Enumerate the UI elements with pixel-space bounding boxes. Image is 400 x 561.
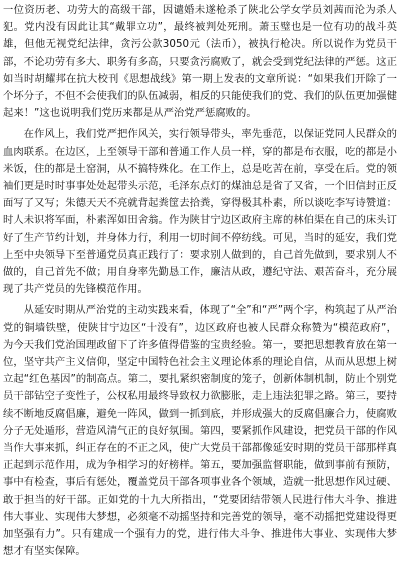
paragraph-lessons: 从延安时期从严治党的主动实践来看，体现了“全”和“严”两个字，构筑起了从严治党的铜墙铁壁，使陕甘宁边区“十没有”，边区政府也被人民群众称赞为“模范政府”，为今天我们党治国理政留下了许多值得借鉴的宝贵经验。第一，要把思想教育放在第一位，坚守共产主义信仰，坚定中国特色社会主义理论体系的理论自信，从而从思想上树立起“红色基因”的制高点。第二，要扎紧织密制度的笼子，创新体制机制，防止个别党员干部钻空子变性子，公权私用最终导致权力欲膨胀，走上违法犯罪之路。第三，要持续不断地反腐倡廉，避免一阵风，做到一抓到底，并形成强大的反腐倡廉合力，使腐败分子无处遁形，营造风清气正的良好氛围。第四，要紧抓作风建设，把党员干部的作风当作大事来抓，纠正存在的不正之风，使广大党员干部都像延安时期的党员干部那样真正起到示范作用，成为争相学习的好榜样。第五，要加强监督职能，做到事前有预防，事中有检查，事后有惩处，覆盖党员干部各项事业各个领域，造就一批思想作风过硬、敢于担当的好干部。正如党的十九大所指出，“党要团结带领人民进行伟大斗争、推进伟大事业、实现伟大梦想，必须毫不动摇坚持和完善党的领导，毫不动摇把党建设得更加坚强有力”。只有建成一个强有力的党，进行伟大斗争、推进伟大事业、实现伟大梦想才有坚实保障。 [3,304,397,558]
paragraph-work-style: 在作风上，我们党严把作风关，实行领导带头，率先垂范，以保证党同人民群众的血肉联系。在边区，上至领导干部和普通工作人员一样，穿的都是布衣服，吃的都是小米饭，住的都是土窑洞，从不搞特殊化。在工作上，总是吃苦在前，享受在后。党的领袖们更是时时事事处处起带头示范，毛泽东点灯的煤油总是省了又省，一个旧信封正反面写了又写；朱德天天不亮就背起粪筐去拾粪，穿得极其朴素，所以谈吃李写诗赞道：时人未识将军面，朴素浑如田舍翁。作为陕甘宁边区政府主席的林伯渠在自己的床头订好了生产节约计划，并身体力行，利用一切时间不停纺线。可见，当时的延安，我们党上至中央领导下至普通党员真正践行了：要求别人做到的，自己首先做到，要求别人不做的，自己首先不做；用自身率先勤恳工作，廉洁从政，遵纪守法、艰苦奋斗，充分展现了共产党员的先锋模范作用。 [3,128,397,296]
paragraph-discipline: 一位资历老、功劳大的高级干部，因谴婚未遂枪杀了陕北公学女学员刘茜而沦为杀人犯。党内没有因此让其“戴罪立功”，最终被判处死刑。萧玉璧也是一位有功的战斗英雄，但他无视党纪法律，贪污公款3050元（法币），被执行枪决。所以说作为党员干部，不论功劳有多大、职务有多高，只要贪污腐败了，就会受到党纪法律的严惩。这正如当时胡耀邦在抗大校刊《思想战线》第一期上发表的文章所说：“如果我们开除了一个坏分子，不但不会使我们的队伍减弱，相反的只能使我们的党、我们的队伍更加强健起来！”这也说明我们党历来都是从严治党严惩腐败的。 [3,4,397,120]
